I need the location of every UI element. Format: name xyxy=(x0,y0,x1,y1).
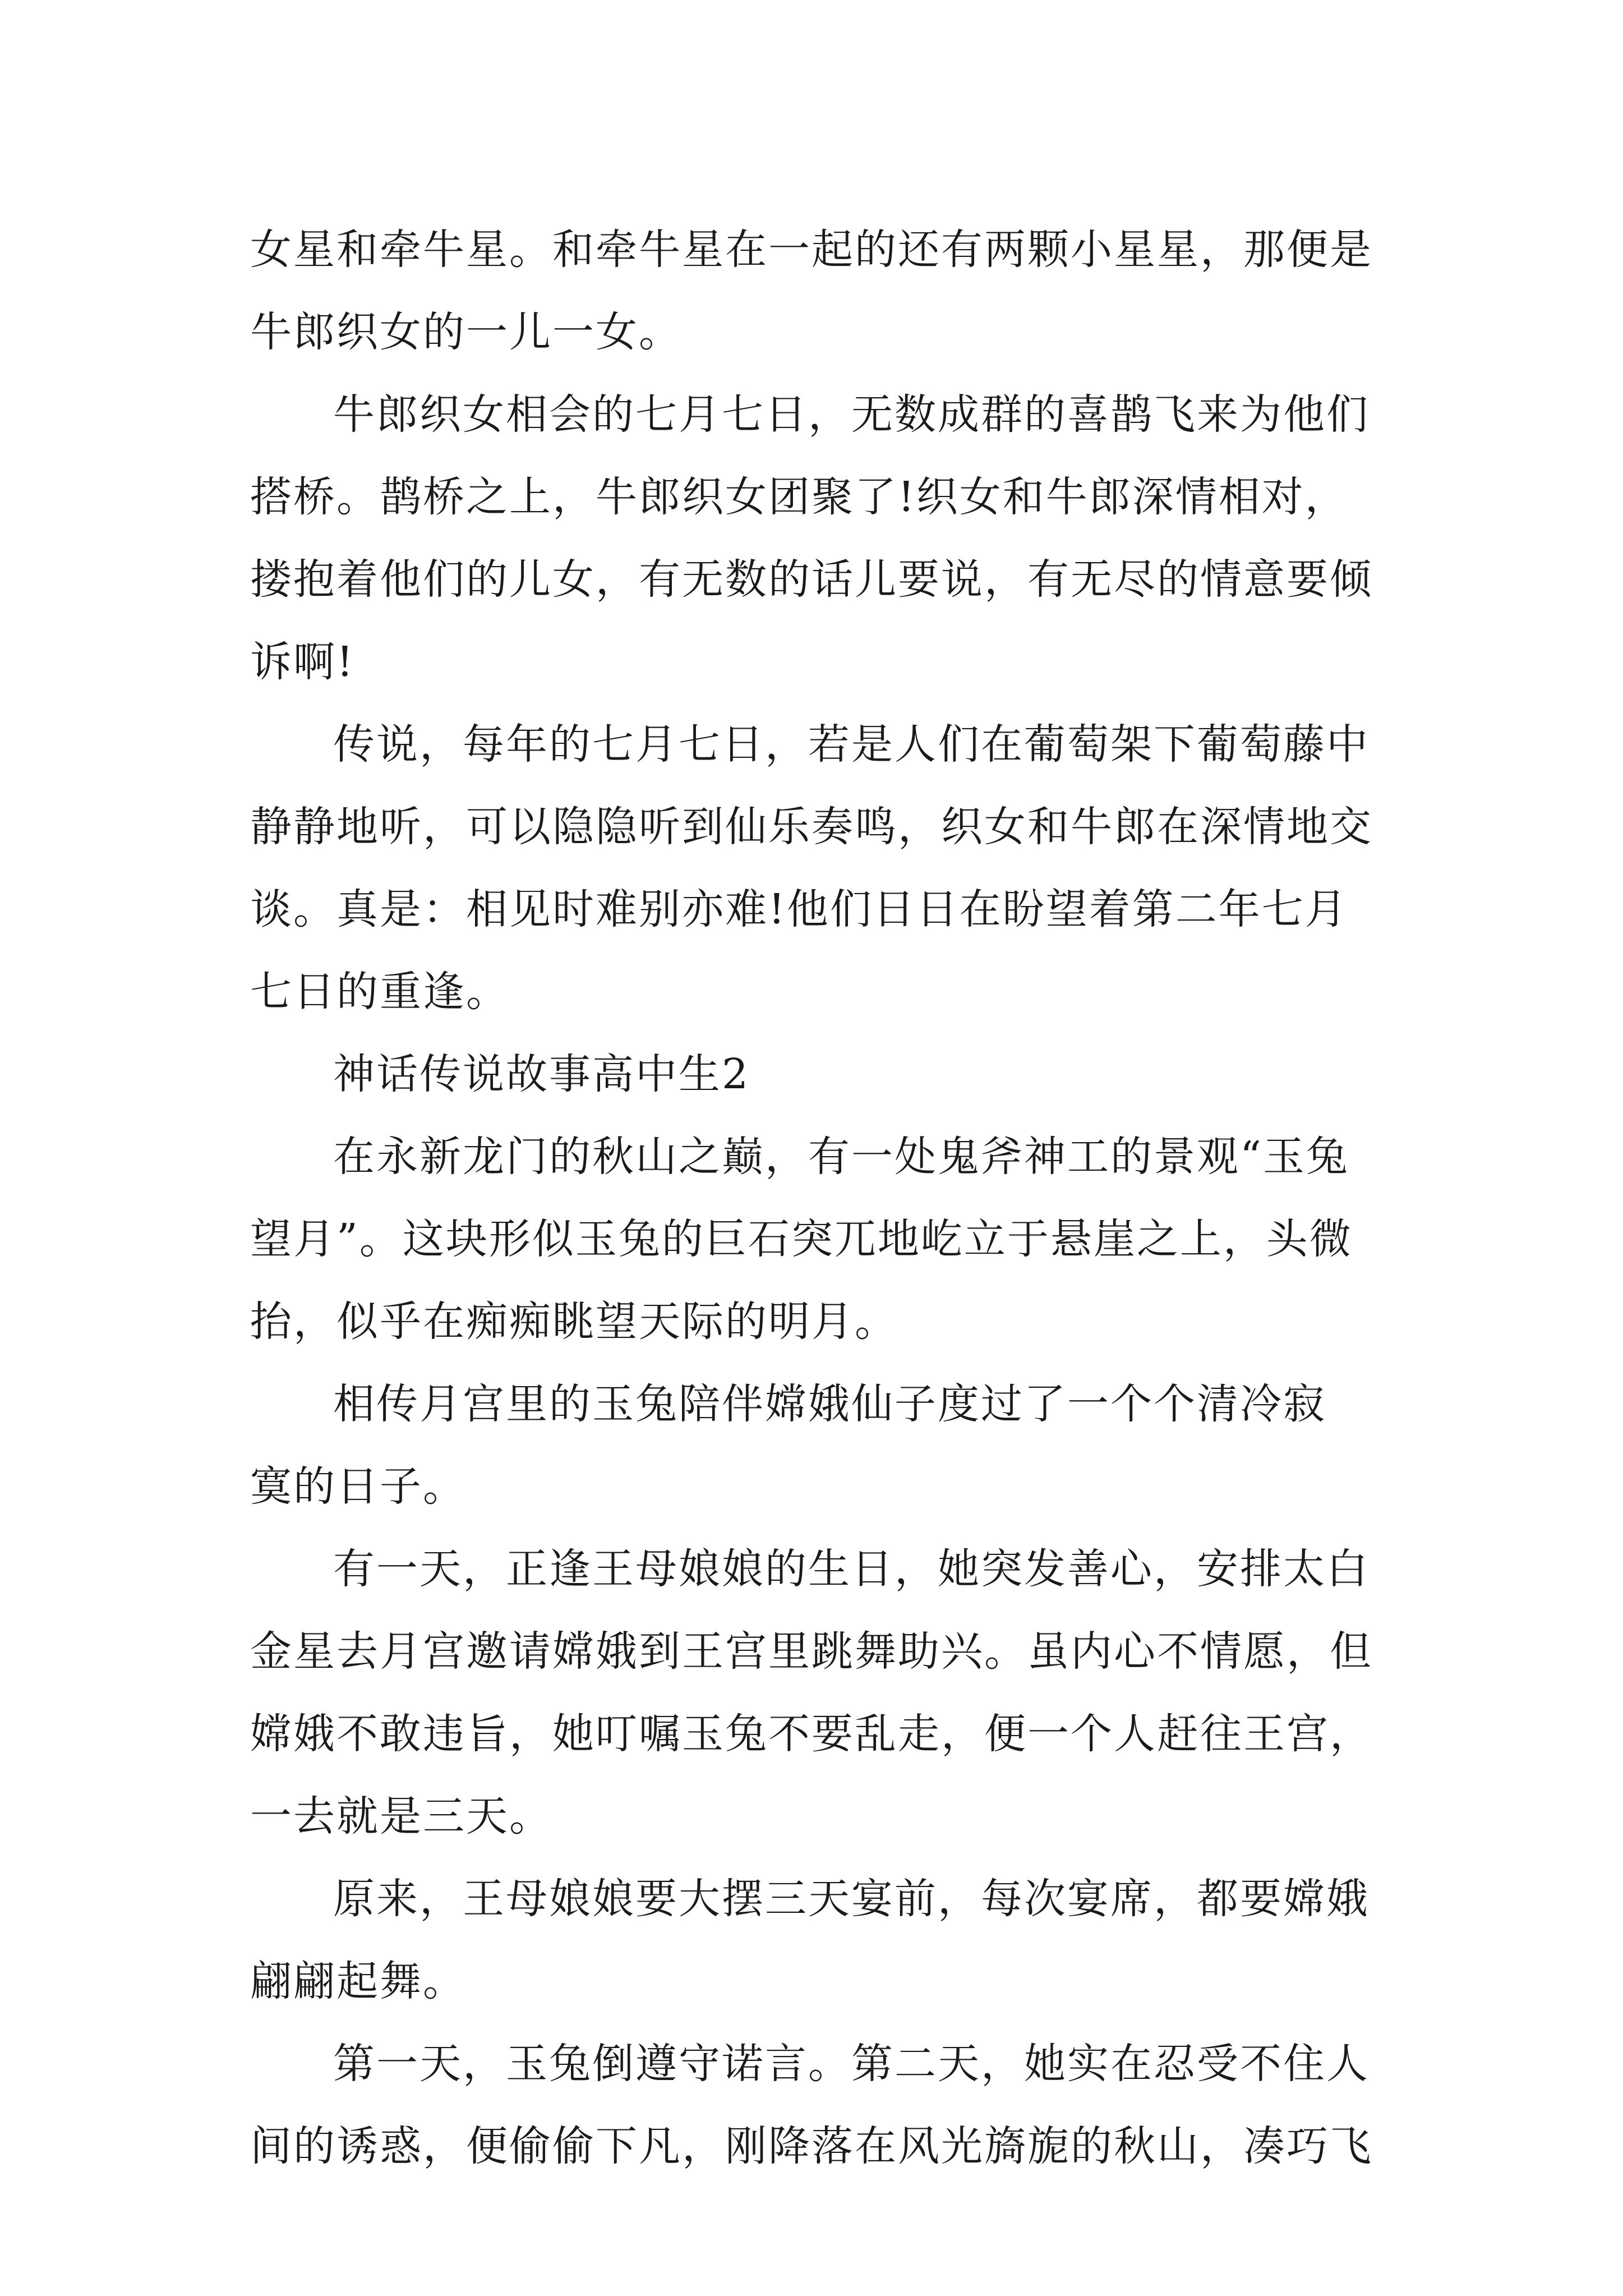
text-line: 搂抱着他们的儿女，有无数的话儿要说，有无尽的情意要倾 xyxy=(250,555,1373,604)
text-line: 原来，王母娘娘要大摆三天宴前，每次宴席，都要嫦娥 xyxy=(333,1875,1370,1923)
text-line: 牛郎织女相会的七月七日，无数成群的喜鹊飞来为他们 xyxy=(333,390,1370,439)
text-line: 嫦娥不敢违旨，她叮嘱玉兔不要乱走，便一个人赶往王宫， xyxy=(250,1710,1373,1758)
text-line: 七日的重逢。 xyxy=(250,968,509,1016)
text-line: 寞的日子。 xyxy=(250,1462,466,1511)
text-line: 在永新龙门的秋山之巅，有一处鬼斧神工的景观“玉兔 xyxy=(333,1133,1349,1181)
text-line: 牛郎织女的一儿一女。 xyxy=(250,308,682,356)
text-line: 静静地听，可以隐隐听到仙乐奏鸣，织女和牛郎在深情地交 xyxy=(250,803,1373,851)
text-line: 相传月宫里的玉兔陪伴嫦娥仙子度过了一个个清冷寂 xyxy=(333,1380,1326,1428)
text-line: 第一天，玉兔倒遵守诺言。第二天，她实在忍受不住人 xyxy=(333,2040,1370,2088)
text-line: 诉啊! xyxy=(250,638,355,686)
text-line: 金星去月宫邀请嫦娥到王宫里跳舞助兴。虽内心不情愿，但 xyxy=(250,1627,1373,1676)
text-line: 翩翩起舞。 xyxy=(250,1957,466,2005)
text-line: 搭桥。鹊桥之上，牛郎织女团聚了!织女和牛郎深情相对， xyxy=(250,473,1348,521)
text-line: 传说，每年的七月七日，若是人们在葡萄架下葡萄藤中 xyxy=(333,720,1370,769)
text-line: 间的诱惑，便偷偷下凡，刚降落在风光旖旎的秋山，凑巧飞 xyxy=(250,2122,1373,2170)
document-body xyxy=(250,209,1394,2188)
text-line: 有一天，正逢王母娘娘的生日，她突发善心，安排太白 xyxy=(333,1545,1370,1593)
text-line: 抬，似乎在痴痴眺望天际的明月。 xyxy=(250,1297,898,1346)
text-line: 望月”。这块形似玉兔的巨石突兀地屹立于悬崖之上，头微 xyxy=(250,1215,1353,1263)
text-line: 一去就是三天。 xyxy=(250,1792,552,1841)
text-line: 谈。真是：相见时难别亦难!他们日日在盼望着第二年七月 xyxy=(250,885,1348,933)
text-line: 女星和牵牛星。和牵牛星在一起的还有两颗小星星，那便是 xyxy=(250,226,1373,274)
text-line: 神话传说故事高中生2 xyxy=(333,1050,750,1098)
